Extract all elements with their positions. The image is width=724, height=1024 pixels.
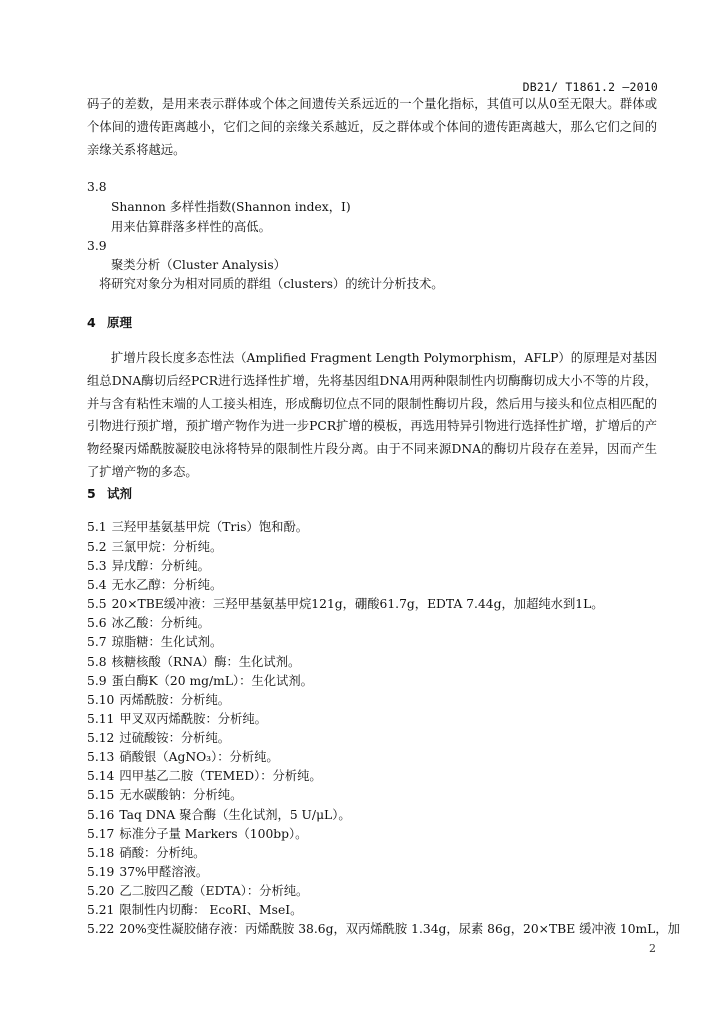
list-item: 5.4 无水乙醇：分析纯。 [87,578,223,592]
list-item: 5.10 丙烯酰胺：分析纯。 [87,693,231,707]
list-item: 5.14 四甲基乙二胺（TEMED）：分析纯。 [87,769,322,783]
list-item: 5.16 Taq DNA 聚合酶（生化试剂，5 U/μL）。 [87,808,351,822]
list-item: 5.22 20%变性凝胶储存液：丙烯酰胺 38.6g，双丙烯酰胺 1.34g，尿素 86g，20×TBE 缓冲液 10mL，加 [87,922,680,936]
section-5-number: 5 [87,486,96,501]
section-3-8-number: 3.8 [87,180,107,194]
section-4-number: 4 [87,315,96,330]
list-item: 5.7 琼脂糖：生化试剂。 [87,635,223,649]
section-3-9-number: 3.9 [87,239,107,253]
section-4-body: 扩增片段长度多态性法（Amplified Fragment Length Polymorphism，AFLP）的原理是对基因组总DNA酶切后经PCR进行选择性扩增，先将基因组DNA用两种限制性内切酶酶切成大小不等的片段，并与含有粘性末端的人工接头相连，形成酶切位点不同的限制性酶切片段，然后用与接头和位点相匹配的引物进行预扩增，预扩增产物作为进一步PCR扩增的模板，再选用特异引物进行选择性扩增，扩增后的产物经聚丙烯酰胺凝胶电泳将特异的限制性片段分离。由于不同来源DNA的酶切片段存在差异，因而产生了扩增产物的多态。 [87,351,657,479]
section-5-heading [87,484,132,504]
section-3-9-definition: 将研究对象分为相对同质的群组（clusters）的统计分析技术。 [99,277,444,291]
list-item: 5.1 三羟甲基氨基甲烷（Tris）饱和酚。 [87,520,309,534]
list-item: 5.18 硝酸：分析纯。 [87,846,206,860]
section-4-heading [87,313,132,333]
list-item: 5.6 冰乙酸：分析纯。 [87,616,210,630]
list-item: 5.2 三氯甲烷：分析纯。 [87,540,223,554]
document-code-header: DB21/ T1861.2 —2010 [522,80,658,94]
page-number: 2 [649,942,656,955]
list-item: 5.12 过硫酸铵：分析纯。 [87,731,231,745]
section-3-8-definition: 用来估算群落多样性的高低。 [111,220,271,234]
list-item: 5.9 蛋白酶K（20 mg/mL）：生化试剂。 [87,674,313,688]
list-item: 5.19 37%甲醛溶液。 [87,865,209,879]
list-item: 5.8 核糖核酸（RNA）酶：生化试剂。 [87,655,301,669]
section-3-9-term: 聚类分析（Cluster Analysis） [111,258,286,272]
section-5-title: 试剂 [107,486,133,501]
section-3-8-term: Shannon 多样性指数(Shannon index，I) [111,200,351,214]
list-item: 5.15 无水碳酸钠：分析纯。 [87,788,243,802]
list-item: 5.3 异戊醇：分析纯。 [87,559,210,573]
list-item: 5.21 限制性内切酶： EcoRⅠ、MseⅠ。 [87,903,303,917]
list-item: 5.17 标准分子量 Markers（100bp）。 [87,827,308,841]
section-4-title: 原理 [107,315,133,330]
intro-paragraph: 码子的差数，是用来表示群体或个体之间遗传关系远近的一个量化指标，其值可以从0至无限大。群体或个体间的遗传距离越小，它们之间的亲缘关系越近，反之群体或个体间的遗传距离越大，那么它们之间的亲缘关系将越远。 [87,97,657,157]
list-item: 5.11 甲叉双丙烯酰胺：分析纯。 [87,712,267,726]
list-item: 5.20 乙二胺四乙酸（EDTA）：分析纯。 [87,884,309,898]
list-item: 5.13 硝酸银（AgNO₃）：分析纯。 [87,750,279,764]
list-item: 5.5 20×TBE缓冲液：三羟甲基氨基甲烷121g，硼酸61.7g，EDTA 7.44g，加超纯水到1L。 [87,597,604,611]
